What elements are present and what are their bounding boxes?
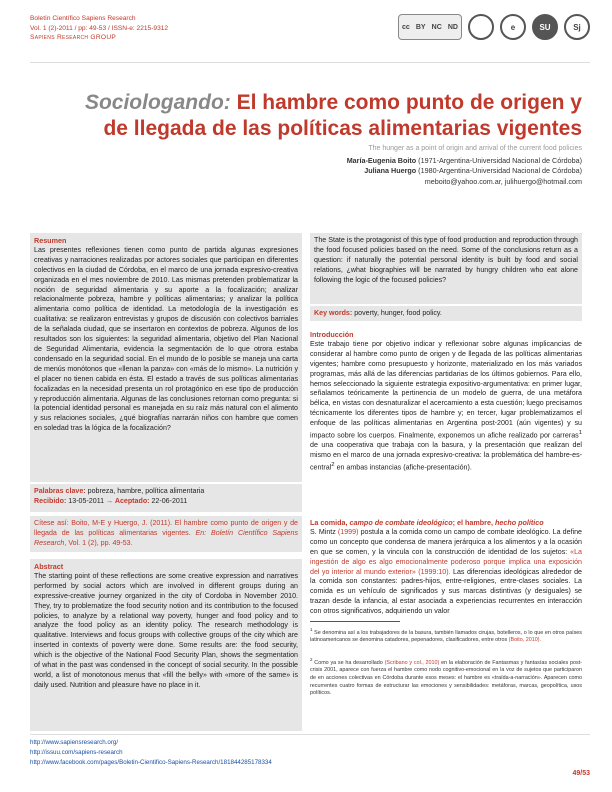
sj-icon: Sj: [564, 14, 590, 40]
introduccion-section: [310, 330, 582, 473]
footnote-1: $^1$ Se denomina así a los trabajadores de la basura, también llamados cirujas, botelleros, o lo que en otros países latinoamericanos se denomina catadores, pepenadores, clasificadores, entre otros (Boito, 2010).: [310, 627, 583, 644]
footnote-2: $^2$ Como ya se ha desarrollado (Scribano y col., 2010) en la elaboración de Fantasmas y fantasías sociales post-crisis 2001, aparece con fuerza el hambre como nodo cognitivo-emocional en la voz de sujetos que participaron de en acciones colectivas en Córdoba durante esos meses: el hambre es «traída-a-narración». Aparecen como recurrentes cuatro formas de estructurar las emociones y sensibilidades: metáforas, marcas, geopolítica, usos políticos.: [310, 657, 583, 697]
resumen-box: [30, 233, 302, 482]
license-badges: [398, 14, 590, 40]
comida-section: [310, 518, 582, 617]
abstract-heading: Abstract: [34, 562, 64, 571]
e-icon: e: [500, 14, 526, 40]
intro-heading: Introducción: [310, 330, 354, 339]
abstract-continued-box: The State is the protagonist of this type of food production and reproduction through the food focused policies based on the need. Some of the conclusions return as a question: if naturally the potential personal identity is built by food and social relations, ¿what biographies will be narrated by hungry children who eat alone following the logic of the focused policies?: [310, 233, 582, 304]
keywords-es-box: Palabras clave: pobreza, hambre, política alimentaria Recibido: 13-05-2011 → Aceptado: 22-06-2011: [30, 484, 302, 512]
intro-text: Este trabajo tiene por objetivo indicar y reflexionar sobre algunas implicancias de considerar al hambre como punto de origen y de llegada de las políticas alimentarias vigentes; hambre como presupuesto y horizonte, materializado en los más variados programas, más allá de las diferencias partidarias de los últimos gobiernos. Para ello, hemos seleccionado la siguiente estrategia expositivo-argumentativa: en primer lugar, señalamos teóricamente la pertinencia de un modelo de guerra, de una metáfora bélica, en vistas con desnaturalizar el acercamiento a esta cuestión; luego precisamos técnicamente los diferentes tipos de hambre y; en tercer, lugar problematizamos el enfoque de las políticas alimentarias en Argentina post-2001 (aún vigentes) y su impacto sobre los cuerpos. Finalmente, exponemos un afiche realizado por carreras$^1$ de una cooperativa que trabaja con la basura, y la presentación que realizan del mismo en el marco de una jornada expresivo-creativa: la problemática del hambre-es-central$^2$ en ambas instancias (afiche-presentación).: [310, 339, 582, 472]
journal-header: [30, 14, 168, 43]
article-title: Sociologando: El hambre como punto de origen y de llegada de las políticas alimentarias vigentes: [84, 91, 582, 140]
orcid-icon: [468, 14, 494, 40]
group-line: Sapiens Research GROUP: [30, 34, 117, 41]
cc-license-icon: cc BY NC ND: [398, 14, 462, 40]
citation-box: Cítese así: Boito, M-E y Huergo, J. (2011). El hambre como punto de origen y de llegada de las políticas alimentarias vigentes. En: Boletín Científico Sapiens Research, Vol. 1 (2), pp. 49-53.: [30, 516, 302, 552]
link-facebook[interactable]: http://www.facebook.com/pages/Boletin-Cientifico-Sapiens-Research/181844285178334: [30, 759, 272, 766]
resumen-text: Las presentes reflexiones tienen como punto de partida algunas expresiones creativas y narraciones realizadas por actores sociales que participan en diferentes colectivos en la ciudad de Córdoba, en el marco de una jornada expresivo-creativa organizada en el mes noviembre de 2010. Las mismas pretenden problematizar la noción de seguridad alimentaria y su aporte a la focalización; analizar relacionalmente pobreza, hambre y políticas alimentarias; y analizar la política alimentaria como política de identidad. La metodología de la investigación es cualitativa: se realizaron entrevistas y grupos de discusión con colectivos barriales de la señalada ciudad, que se insertaron en contextos de pobreza. Algunos de los resultados son los siguientes: la seguridad alimentaria, objetivo del Plan Nacional de Seguridad Alimentaria, evidencia la segmentación de lo que otrora estaba condensado en la seguridad social. En el mundo de lo posible se maneja una carta de menús monótonos que «llenan la panza» con «más de lo mismo». La nutrición y el placer no tienen cabida en ésta. El estado a través de sus políticas alimentarias focalizadas en la necesidad presenta un rol protagónico en ese tipo de producción y reproducción alimentaria. Algunas de las conclusiones retornan como pregunta: si la potencial identidad personal es manejada en su raíz más natural con el alimento y sus relaciones sociales, ¿qué biografías narrarán niños con hambre que comen en soledad tras la lógica de la focalización?: [34, 245, 298, 433]
resumen-heading: Resumen: [34, 236, 67, 245]
footer-divider: [30, 734, 590, 735]
footnote-divider: [310, 621, 400, 622]
english-subtitle: The hunger as a point of origin and arrival of the current food policies: [368, 145, 582, 152]
footer-links: [30, 738, 272, 768]
abstract-box: [30, 559, 302, 731]
comida-text: S. Mintz (1999) postula a la comida como un campo de combate ideológico. La define como un concepto que condensa de manera jerárquica a los alimentos y a la ocasión en que se comen, y la vincula con la construcción de identidad de los sujetos: «La ingestión de algo es algo emocionalmente poderoso porque implica una exposición del yo interior al mundo exterior» (1999:10). Las diferencias ideológicas alrededor de la comida son constantes: padres-hijos, entre-religiones, entre-clases sociales. La comida es un vehículo de significados y sus marcas distintivas (y desiguales) se trazan desde la infancia, al estar asociada a experiencias recurrentes en interacción con otros significativos, adquiriendo un valor: [310, 527, 583, 616]
abstract-text: The starting point of these reflections are some creative expression and narratives performed by social actors which are involved in different groups during an expressive-creative journey organized in the city of Cordoba in November 2010. They, try to problematize the food security notion and its contribution to the focused policies, to analyze by a relational way poverty, hunger and food policy and to analyze the food policy as an identity policy. The research methodology is qualitative. Interviews and focus groups with collective groups of the city which are inserted in contexts of poverty were done. Some results are: the food security, which is the objective of the National Food Security Plan, shows the segmentation of what in the past was condensed in the concept of social security. In the possible world, a list of monotonous menus that «fill the belly» with «more of the same» is daily used. Nutrition and pleasure have no place in it.: [34, 571, 298, 689]
link-sapiens[interactable]: http://www.sapiensresearch.org/: [30, 739, 119, 746]
page-number: 49/53: [572, 770, 590, 777]
author-emails[interactable]: meboito@yahoo.com.ar, julihuergo@hotmail.com: [424, 176, 582, 186]
su-icon: SU: [532, 14, 558, 40]
comida-heading: La comida, campo de combate ideológico; el hambre, hecho político: [310, 518, 544, 527]
journal-line: Boletín Científico Sapiens Research: [30, 15, 136, 22]
issue-line: Vol. 1 (2)-2011 / pp: 49-53 / ISSN-e: 2215-9312: [30, 24, 169, 32]
link-issuu[interactable]: http://issuu.com/sapiens-research: [30, 749, 123, 756]
authors-block: María-Eugenia Boito (1971-Argentina-Universidad Nacional de Córdoba) Juliana Huergo (1980-Argentina-Universidad Nacional de Córdoba) meboito@yahoo.com.ar, julihuergo@hotmail.com: [346, 156, 582, 186]
keywords-en-box: Key words: poverty, hunger, food policy.: [310, 306, 582, 321]
header-divider: [30, 62, 590, 63]
